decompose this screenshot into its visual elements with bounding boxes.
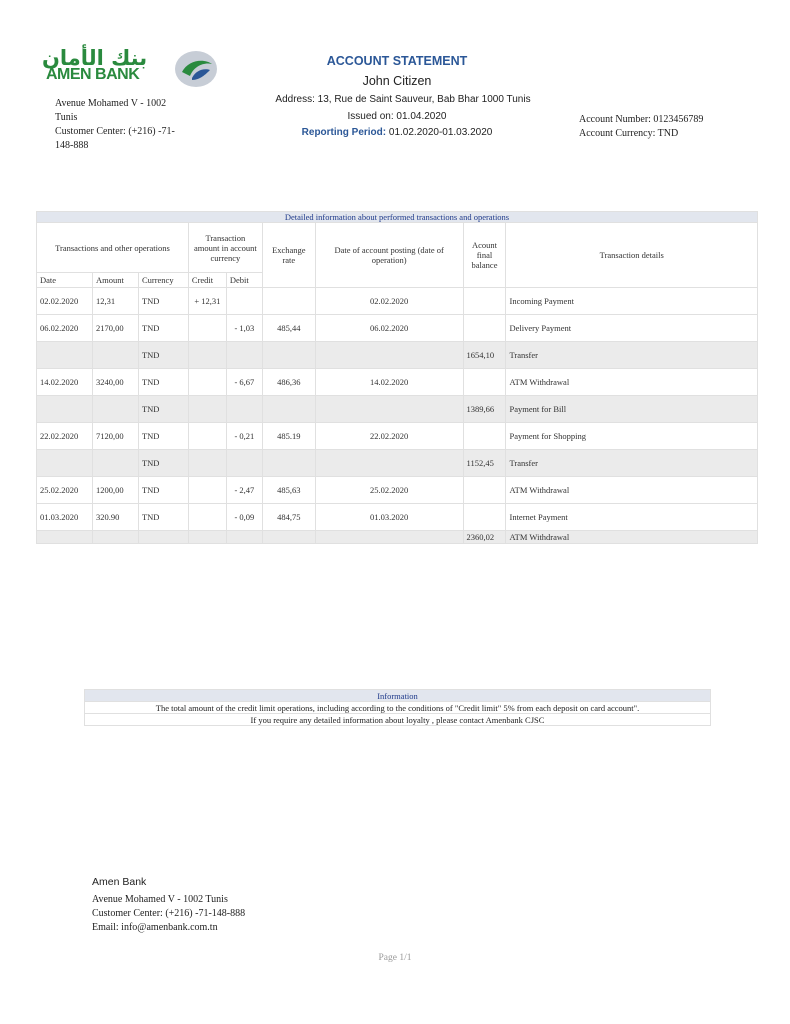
cell-amount: 320.90: [92, 504, 138, 531]
cell-balance: [463, 315, 506, 342]
footer-bank-name: Amen Bank: [92, 876, 147, 888]
cell-debit: - 0,09: [226, 504, 262, 531]
header-date: Date: [37, 273, 93, 288]
cell-currency: TND: [138, 288, 188, 315]
cell-posting-date: 22.02.2020: [315, 423, 463, 450]
header-exchange-rate: Exchange rate: [262, 223, 315, 288]
cell-balance: [463, 369, 506, 396]
cell-amount: [92, 450, 138, 477]
customer-address: Address: 13, Rue de Saint Sauveur, Bab Bhar 1000 Tunis: [275, 94, 531, 105]
logo-arabic-text: بنك الأمان: [42, 46, 148, 70]
header-posting-date: Date of account posting (date of operation): [315, 223, 463, 288]
header-amount: Amount: [92, 273, 138, 288]
cell-posting-date: 25.02.2020: [315, 477, 463, 504]
table-row: [37, 288, 758, 315]
cell-balance: 2360,02: [463, 531, 506, 544]
header-transaction-details: Transaction details: [506, 223, 758, 288]
cell-date: 22.02.2020: [37, 423, 93, 450]
transactions-table-container: [36, 211, 758, 544]
cell-posting-date: 02.02.2020: [315, 288, 463, 315]
cell-date: 06.02.2020: [37, 315, 93, 342]
footer-customer-center: Customer Center: (+216) -71-148-888: [92, 908, 246, 919]
cell-details: Transfer: [506, 342, 758, 369]
bank-address-line: Tunis: [55, 112, 78, 123]
cell-balance: 1654,10: [463, 342, 506, 369]
cell-posting-date: 14.02.2020: [315, 369, 463, 396]
cell-exchange-rate: 485.19: [262, 423, 315, 450]
cell-date: 01.03.2020: [37, 504, 93, 531]
cell-posting-date: [315, 396, 463, 423]
cell-debit: [226, 396, 262, 423]
information-note: [84, 689, 711, 726]
cell-exchange-rate: 484,75: [262, 504, 315, 531]
customer-name: John Citizen: [362, 74, 432, 88]
cell-currency: TND: [138, 315, 188, 342]
bank-address-line: Customer Center: (+216) -71-: [55, 126, 175, 137]
footer-address: Avenue Mohamed V - 1002 Tunis: [92, 894, 228, 905]
cell-details: ATM Withdrawal: [506, 531, 758, 544]
table-row: [37, 396, 758, 423]
cell-date: [37, 450, 93, 477]
cell-balance: [463, 477, 506, 504]
information-caption: Information: [85, 690, 711, 702]
cell-credit: [188, 477, 226, 504]
cell-amount: 1200,00: [92, 477, 138, 504]
cell-currency: TND: [138, 369, 188, 396]
logo-emblem-icon: [174, 50, 218, 88]
statement-title: ACCOUNT STATEMENT: [326, 54, 468, 68]
header-currency: Currency: [138, 273, 188, 288]
cell-exchange-rate: 486,36: [262, 369, 315, 396]
cell-credit: [188, 315, 226, 342]
information-table: [84, 689, 711, 726]
table-row: [37, 423, 758, 450]
table-row: [37, 450, 758, 477]
cell-credit: [188, 369, 226, 396]
page-number: Page 1/1: [378, 953, 412, 963]
cell-balance: 1389,66: [463, 396, 506, 423]
cell-credit: [188, 396, 226, 423]
cell-date: 02.02.2020: [37, 288, 93, 315]
cell-credit: + 12,31: [188, 288, 226, 315]
cell-debit: [226, 342, 262, 369]
cell-debit: [226, 288, 262, 315]
table-row: [37, 369, 758, 396]
cell-posting-date: 06.02.2020: [315, 315, 463, 342]
bank-address-line: Avenue Mohamed V - 1002: [55, 98, 167, 109]
information-line-2: If you require any detailed information about loyalty , please contact Amenbank CJSC: [85, 714, 711, 726]
cell-amount: 12,31: [92, 288, 138, 315]
cell-currency: TND: [138, 450, 188, 477]
cell-exchange-rate: 485,63: [262, 477, 315, 504]
cell-amount: [92, 342, 138, 369]
bank-address-block: [55, 97, 205, 153]
header-operations: Transactions and other operations: [37, 223, 189, 273]
cell-date: 14.02.2020: [37, 369, 93, 396]
cell-balance: [463, 288, 506, 315]
header-debit: Debit: [226, 273, 262, 288]
cell-exchange-rate: [262, 342, 315, 369]
cell-credit: [188, 450, 226, 477]
header-credit: Credit: [188, 273, 226, 288]
cell-balance: [463, 423, 506, 450]
cell-debit: - 6,67: [226, 369, 262, 396]
cell-currency: TND: [138, 504, 188, 531]
cell-exchange-rate: [262, 396, 315, 423]
bank-address-line: 148-888: [55, 140, 89, 151]
cell-currency: TND: [138, 396, 188, 423]
cell-details: Transfer: [506, 450, 758, 477]
header-final-balance: Acount final balance: [463, 223, 506, 288]
bank-logo: [42, 46, 232, 90]
cell-exchange-rate: 485,44: [262, 315, 315, 342]
cell-details: Payment for Shopping: [506, 423, 758, 450]
table-row: [37, 531, 758, 544]
cell-credit: [188, 423, 226, 450]
cell-currency: TND: [138, 342, 188, 369]
cell-details: Internet Payment: [506, 504, 758, 531]
cell-exchange-rate: [262, 450, 315, 477]
cell-credit: [188, 342, 226, 369]
transactions-body: [37, 288, 758, 531]
cell-credit: [188, 504, 226, 531]
cell-date: 25.02.2020: [37, 477, 93, 504]
cell-details: ATM Withdrawal: [506, 369, 758, 396]
cell-exchange-rate: [262, 288, 315, 315]
issued-date: Issued on: 01.04.2020: [347, 111, 447, 122]
table-row: [37, 342, 758, 369]
cell-currency: TND: [138, 423, 188, 450]
cell-debit: - 2,47: [226, 477, 262, 504]
cell-details: Delivery Payment: [506, 315, 758, 342]
reporting-period-value: 01.02.2020-01.03.2020: [388, 127, 493, 138]
logo-text: AMEN BANK: [46, 66, 140, 83]
cell-details: Payment for Bill: [506, 396, 758, 423]
account-number: Account Number: 0123456789: [579, 114, 704, 125]
cell-details: ATM Withdrawal: [506, 477, 758, 504]
cell-currency: TND: [138, 477, 188, 504]
cell-balance: [463, 504, 506, 531]
reporting-period: [280, 127, 514, 138]
cell-date: [37, 396, 93, 423]
cell-amount: 7120,00: [92, 423, 138, 450]
reporting-period-label: Reporting Period:: [301, 127, 387, 138]
header-transaction-amount: Transaction amount in account currency: [188, 223, 262, 273]
table-row: [37, 315, 758, 342]
account-currency: Account Currency: TND: [579, 128, 679, 139]
footer-email: Email: info@amenbank.com.tn: [92, 922, 218, 933]
table-row: [37, 504, 758, 531]
cell-posting-date: [315, 342, 463, 369]
cell-posting-date: [315, 450, 463, 477]
table-row: [37, 477, 758, 504]
information-line-1: The total amount of the credit limit operations, including according to the conditions of "Credit limit" 5% from each deposit on card account".: [85, 702, 711, 714]
cell-debit: [226, 450, 262, 477]
cell-details: Incoming Payment: [506, 288, 758, 315]
cell-balance: 1152,45: [463, 450, 506, 477]
cell-amount: [92, 396, 138, 423]
cell-debit: - 1,03: [226, 315, 262, 342]
cell-amount: 3240,00: [92, 369, 138, 396]
table-caption: Detailed information about performed transactions and operations: [37, 212, 758, 223]
cell-debit: - 0,21: [226, 423, 262, 450]
cell-date: [37, 342, 93, 369]
cell-posting-date: 01.03.2020: [315, 504, 463, 531]
transactions-table: [36, 211, 758, 544]
cell-amount: 2170,00: [92, 315, 138, 342]
